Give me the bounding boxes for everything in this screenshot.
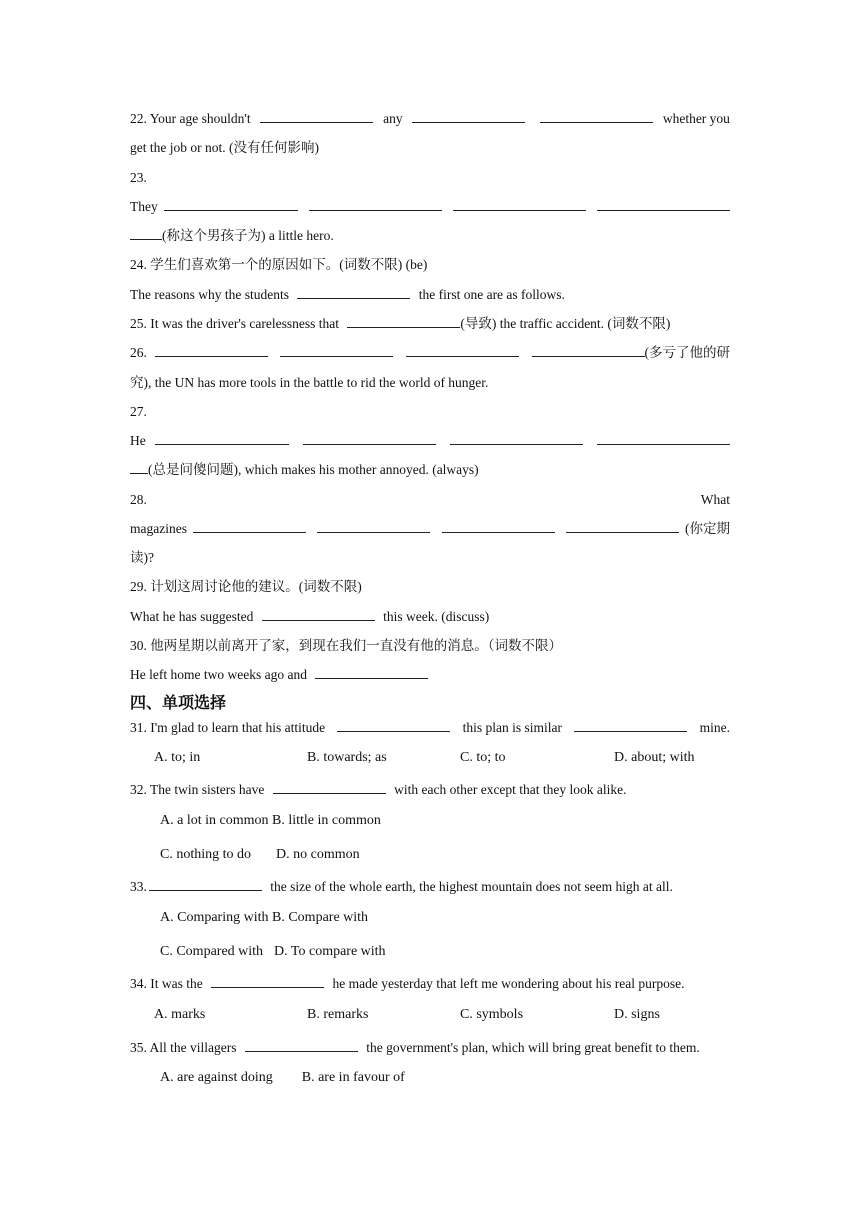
answer-blank[interactable]: [155, 432, 289, 445]
answer-blank[interactable]: [130, 227, 162, 240]
q22-text-2: any: [383, 111, 403, 126]
option-d[interactable]: D. signs: [614, 1007, 660, 1022]
q22-line2: get the job or not. (没有任何影响): [130, 140, 319, 155]
option-a[interactable]: A. Comparing with: [160, 910, 269, 925]
q32-options-row1: [160, 813, 381, 829]
option-c[interactable]: C. symbols: [460, 1007, 524, 1022]
option-c[interactable]: C. nothing to do: [160, 847, 252, 862]
q31-text-3: mine.: [699, 720, 730, 735]
option-b[interactable]: B. are in favour of: [301, 1070, 405, 1085]
q31-text-1: 31. I'm glad to learn that his attitude: [130, 720, 326, 735]
question-29-line: [130, 608, 730, 626]
answer-blank[interactable]: [315, 666, 428, 679]
q30-text-1: He left home two weeks ago and: [130, 667, 307, 682]
q22-text-1: 22. Your age shouldn't: [130, 111, 251, 126]
answer-blank[interactable]: [597, 198, 730, 211]
answer-blank[interactable]: [450, 432, 583, 445]
answer-blank[interactable]: [149, 878, 262, 891]
question-27-line3: [130, 461, 730, 479]
q35-text-1: 35. All the villagers: [130, 1040, 237, 1055]
option-b[interactable]: B. towards; as: [307, 750, 387, 765]
question-26-line1: [130, 344, 730, 362]
option-a[interactable]: A. to; in: [154, 750, 201, 765]
question-31-stem: [130, 719, 730, 737]
q31-text-2: this plan is similar: [462, 720, 563, 735]
q29-text-1: What he has suggested: [130, 609, 254, 624]
option-d[interactable]: D. To compare with: [274, 944, 386, 959]
answer-blank[interactable]: [273, 781, 386, 794]
answer-blank[interactable]: [193, 520, 306, 533]
answer-blank[interactable]: [574, 719, 687, 732]
answer-blank[interactable]: [540, 110, 653, 123]
answer-blank[interactable]: [309, 198, 442, 211]
answer-blank[interactable]: [155, 344, 268, 357]
q35-text-2: the government's plan, which will bring great benefit to them.: [366, 1040, 700, 1055]
question-24-prompt: 24. 学生们喜欢第一个的原因如下。(词数不限) (be): [130, 257, 428, 272]
option-d[interactable]: D. no common: [276, 847, 360, 862]
q35-options-row: [160, 1070, 405, 1086]
q26-line2: 究), the UN has more tools in the battle to rid the world of hunger.: [130, 375, 489, 390]
answer-blank[interactable]: [532, 344, 645, 357]
q23-text-1: They: [130, 199, 158, 214]
question-29-prompt: 29. 计划这周讨论他的建议。(词数不限): [130, 579, 362, 594]
option-b[interactable]: B. remarks: [307, 1007, 369, 1022]
q32-options-row2: [160, 847, 360, 863]
answer-blank[interactable]: [337, 719, 450, 732]
q25-text-2: (导致) the traffic accident. (词数不限): [460, 316, 671, 331]
q24-text-1: The reasons why the students: [130, 287, 289, 302]
question-35-stem: [130, 1039, 730, 1057]
question-22-line1: [130, 110, 730, 128]
answer-blank[interactable]: [453, 198, 586, 211]
answer-blank[interactable]: [262, 608, 375, 621]
option-c[interactable]: C. to; to: [460, 750, 506, 765]
q29-text-2: this week. (discuss): [383, 609, 490, 624]
question-34-stem: [130, 975, 730, 993]
answer-blank[interactable]: [280, 344, 393, 357]
q33-text-2: the size of the whole earth, the highest mountain does not seem high at all.: [270, 879, 673, 894]
q25-text-1: 25. It was the driver's carelessness that: [130, 316, 339, 331]
answer-blank[interactable]: [317, 520, 430, 533]
answer-blank[interactable]: [164, 198, 298, 211]
option-a[interactable]: A. marks: [154, 1007, 206, 1022]
q28-number: 28.: [130, 492, 147, 507]
question-24-line: [130, 286, 730, 304]
question-28-line1: [130, 491, 730, 509]
question-27-number: 27.: [130, 404, 147, 419]
q33-text-1: 33.: [130, 879, 147, 894]
answer-blank[interactable]: [211, 975, 324, 988]
question-23-line2: [130, 198, 730, 216]
answer-blank[interactable]: [260, 110, 373, 123]
q34-text-1: 34. It was the: [130, 976, 203, 991]
option-b[interactable]: B. little in common: [272, 813, 381, 828]
answer-blank[interactable]: [130, 461, 148, 474]
q33-options-row1: [160, 910, 368, 926]
q32-text-2: with each other except that they look alike.: [394, 782, 627, 797]
q28-text-2: (你定期: [685, 521, 730, 536]
q33-options-row2: [160, 944, 386, 960]
option-a[interactable]: A. are against doing: [160, 1070, 273, 1085]
question-30-prompt: 30. 他两星期以前离开了家，到现在我们一直没有他的消息。（词数不限）: [130, 638, 562, 653]
q26-text-1: 26.: [130, 345, 147, 360]
answer-blank[interactable]: [442, 520, 555, 533]
q27-text-1: He: [130, 433, 146, 448]
question-32-stem: [130, 781, 730, 799]
q28-line3: 读)?: [130, 550, 154, 565]
question-28-line2: [130, 520, 730, 538]
q28-text-1: magazines: [130, 521, 187, 536]
question-30-line: [130, 666, 730, 684]
q32-text-1: 32. The twin sisters have: [130, 782, 265, 797]
option-c[interactable]: C. Compared with: [160, 944, 264, 959]
q24-text-2: the first one are as follows.: [418, 287, 565, 302]
question-25-line: [130, 315, 730, 333]
answer-blank[interactable]: [566, 520, 679, 533]
q34-text-2: he made yesterday that left me wondering about his real purpose.: [332, 976, 685, 991]
answer-blank[interactable]: [303, 432, 436, 445]
section-heading: 四、单项选择: [130, 693, 227, 712]
question-23-line3: [130, 227, 730, 245]
answer-blank[interactable]: [597, 432, 730, 445]
question-27-line2: [130, 432, 730, 450]
q27-text-3: (总是问傻问题), which makes his mother annoyed. (always): [148, 462, 479, 477]
option-d[interactable]: D. about; with: [614, 750, 695, 765]
question-23-number: 23.: [130, 170, 147, 185]
q28-text-what: What: [700, 492, 730, 507]
answer-blank[interactable]: [245, 1039, 358, 1052]
q26-text-2: (多亏了他的研: [644, 345, 730, 360]
q22-text-3: whether you: [662, 111, 730, 126]
q23-text-3: (称这个男孩子为) a little hero.: [162, 228, 334, 243]
answer-blank[interactable]: [297, 286, 410, 299]
answer-blank[interactable]: [347, 315, 460, 328]
answer-blank[interactable]: [406, 344, 519, 357]
option-a[interactable]: A. a lot in common: [160, 813, 269, 828]
option-b[interactable]: B. Compare with: [272, 910, 369, 925]
answer-blank[interactable]: [412, 110, 525, 123]
question-33-stem: [130, 878, 730, 896]
